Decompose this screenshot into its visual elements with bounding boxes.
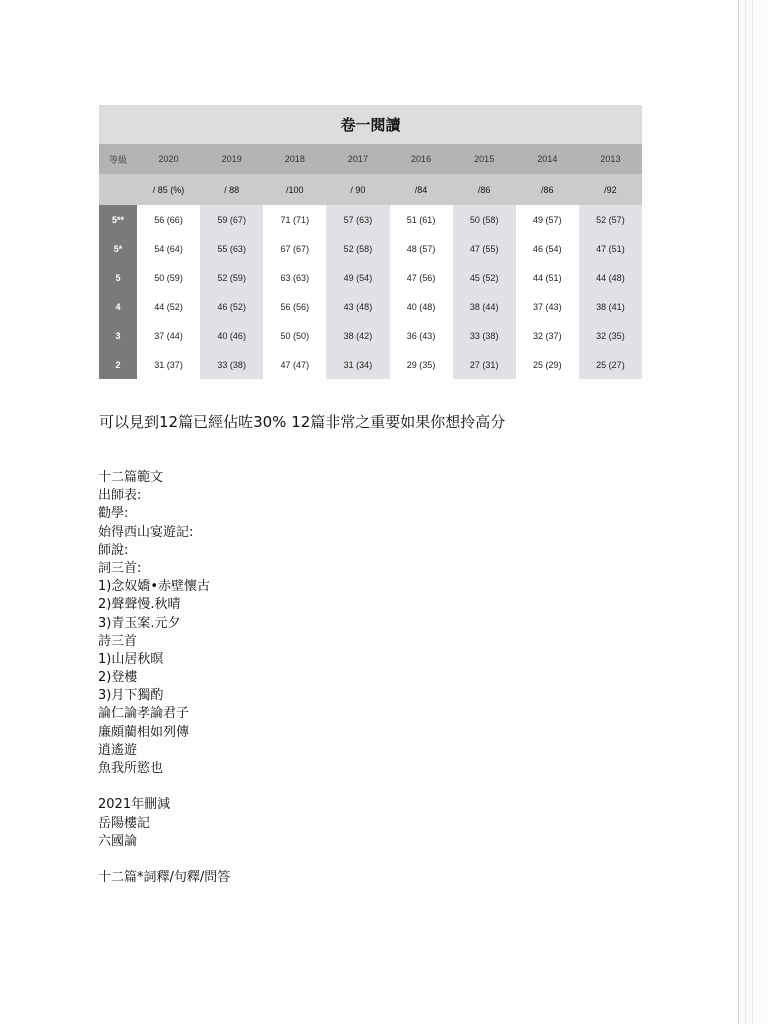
level-cell: 5** xyxy=(99,205,137,234)
list-item: 岳陽樓記 xyxy=(98,815,151,831)
blank-line xyxy=(98,778,230,796)
score-cell: 56 (66) xyxy=(137,205,200,234)
score-cell: 43 (48) xyxy=(326,292,389,321)
score-cell: 33 (38) xyxy=(453,321,516,350)
level-header: 等級 xyxy=(99,144,137,174)
score-cell: 46 (52) xyxy=(200,292,263,321)
full-marks-cell: /86 xyxy=(453,174,516,205)
score-cell: 44 (51) xyxy=(516,263,579,292)
score-cell: 37 (44) xyxy=(137,321,200,350)
list-item: 出師表: xyxy=(98,488,142,504)
list-item: 六國論 xyxy=(98,833,138,849)
score-cell: 31 (37) xyxy=(137,350,200,379)
list-item: 十二篇*詞釋/句釋/問答 xyxy=(98,870,231,886)
score-cell: 37 (43) xyxy=(516,292,579,321)
score-cell: 25 (27) xyxy=(579,350,642,379)
table-title: 卷一閱讀 xyxy=(99,105,642,144)
score-cell: 38 (41) xyxy=(579,292,642,321)
year-header: 2016 xyxy=(390,144,453,174)
list-item: 詞三首: xyxy=(98,560,142,576)
score-cell: 71 (71) xyxy=(263,205,326,234)
score-cell: 49 (54) xyxy=(326,263,389,292)
score-grid xyxy=(99,144,642,379)
score-cell: 33 (38) xyxy=(200,350,263,379)
list-item: 十二篇範文 xyxy=(98,470,164,485)
list-item: 2)登樓 xyxy=(98,670,138,686)
year-header: 2017 xyxy=(326,144,389,174)
score-cell: 52 (58) xyxy=(326,234,389,263)
score-cell: 49 (57) xyxy=(516,205,579,234)
text-list xyxy=(98,469,230,887)
full-marks-row xyxy=(99,174,642,205)
list-item: 論仁論孝論君子 xyxy=(98,706,190,722)
score-table xyxy=(99,105,642,380)
score-cell: 31 (34) xyxy=(326,350,389,379)
full-marks-cell: / 88 xyxy=(200,174,263,205)
list-item: 始得西山宴遊記: xyxy=(98,524,194,540)
list-item: 師說: xyxy=(98,542,129,558)
score-cell: 29 (35) xyxy=(390,350,453,379)
list-item: 詩三首 xyxy=(98,633,138,649)
score-cell: 52 (57) xyxy=(579,205,642,234)
score-cell: 44 (52) xyxy=(137,292,200,321)
level-cell: 5 xyxy=(99,263,137,292)
score-cell: 27 (31) xyxy=(453,350,516,379)
score-cell: 32 (35) xyxy=(579,321,642,350)
table-row xyxy=(99,292,642,321)
page-edge xyxy=(738,0,739,1024)
level-cell: 4 xyxy=(99,292,137,321)
list-item: 2)聲聲慢.秋晴 xyxy=(98,597,181,613)
score-cell: 38 (42) xyxy=(326,321,389,350)
score-cell: 38 (44) xyxy=(453,292,516,321)
list-item: 逍遙遊 xyxy=(98,742,138,758)
score-cell: 51 (61) xyxy=(390,205,453,234)
list-item: 1)念奴嬌•赤壁懷古 xyxy=(98,579,211,595)
year-header: 2020 xyxy=(137,144,200,174)
score-cell: 32 (37) xyxy=(516,321,579,350)
score-cell: 45 (52) xyxy=(453,263,516,292)
table-row xyxy=(99,205,642,234)
score-cell: 44 (48) xyxy=(579,263,642,292)
level-cell: 2 xyxy=(99,350,137,379)
list-item: 廉頗藺相如列傳 xyxy=(98,724,190,740)
score-cell: 40 (48) xyxy=(390,292,453,321)
year-header: 2013 xyxy=(579,144,642,174)
year-header: 2014 xyxy=(516,144,579,174)
note-text: 可以見到12篇已經佔咗30% 12篇非常之重要如果你想拎高分 xyxy=(99,413,506,431)
score-cell: 25 (29) xyxy=(516,350,579,379)
score-cell: 52 (59) xyxy=(200,263,263,292)
table-row xyxy=(99,234,642,263)
score-cell: 67 (67) xyxy=(263,234,326,263)
full-marks-cell: /84 xyxy=(390,174,453,205)
year-header: 2019 xyxy=(200,144,263,174)
full-marks-cell: / 85 (%) xyxy=(137,174,200,205)
table-row xyxy=(99,263,642,292)
score-cell: 46 (54) xyxy=(516,234,579,263)
score-cell: 50 (58) xyxy=(453,205,516,234)
list-item: 勸學: xyxy=(98,506,129,522)
level-cell: 3 xyxy=(99,321,137,350)
score-cell: 47 (47) xyxy=(263,350,326,379)
list-item: 1)山居秋暝 xyxy=(98,651,164,667)
full-marks-cell: /86 xyxy=(516,174,579,205)
list-item: 3)月下獨酌 xyxy=(98,688,164,704)
list-item: 魚我所慾也 xyxy=(98,761,164,776)
table-row xyxy=(99,350,642,379)
blank-cell xyxy=(99,174,137,205)
page-edge xyxy=(752,0,753,1024)
blank-line xyxy=(98,851,230,869)
score-cell: 47 (55) xyxy=(453,234,516,263)
score-cell: 56 (56) xyxy=(263,292,326,321)
full-marks-cell: / 90 xyxy=(326,174,389,205)
score-cell: 57 (63) xyxy=(326,205,389,234)
level-cell: 5* xyxy=(99,234,137,263)
score-cell: 40 (46) xyxy=(200,321,263,350)
year-header: 2015 xyxy=(453,144,516,174)
year-header-row xyxy=(99,144,642,174)
score-cell: 48 (57) xyxy=(390,234,453,263)
score-cell: 59 (67) xyxy=(200,205,263,234)
page-edge xyxy=(745,0,746,1024)
score-cell: 50 (50) xyxy=(263,321,326,350)
score-cell: 63 (63) xyxy=(263,263,326,292)
table-row xyxy=(99,321,642,350)
score-cell: 54 (64) xyxy=(137,234,200,263)
score-cell: 55 (63) xyxy=(200,234,263,263)
year-header: 2018 xyxy=(263,144,326,174)
list-item: 2021年刪減 xyxy=(98,797,171,813)
score-cell: 36 (43) xyxy=(390,321,453,350)
score-cell: 50 (59) xyxy=(137,263,200,292)
list-item: 3)青玉案.元夕 xyxy=(98,615,181,631)
score-cell: 47 (51) xyxy=(579,234,642,263)
full-marks-cell: /100 xyxy=(263,174,326,205)
score-cell: 47 (56) xyxy=(390,263,453,292)
full-marks-cell: /92 xyxy=(579,174,642,205)
